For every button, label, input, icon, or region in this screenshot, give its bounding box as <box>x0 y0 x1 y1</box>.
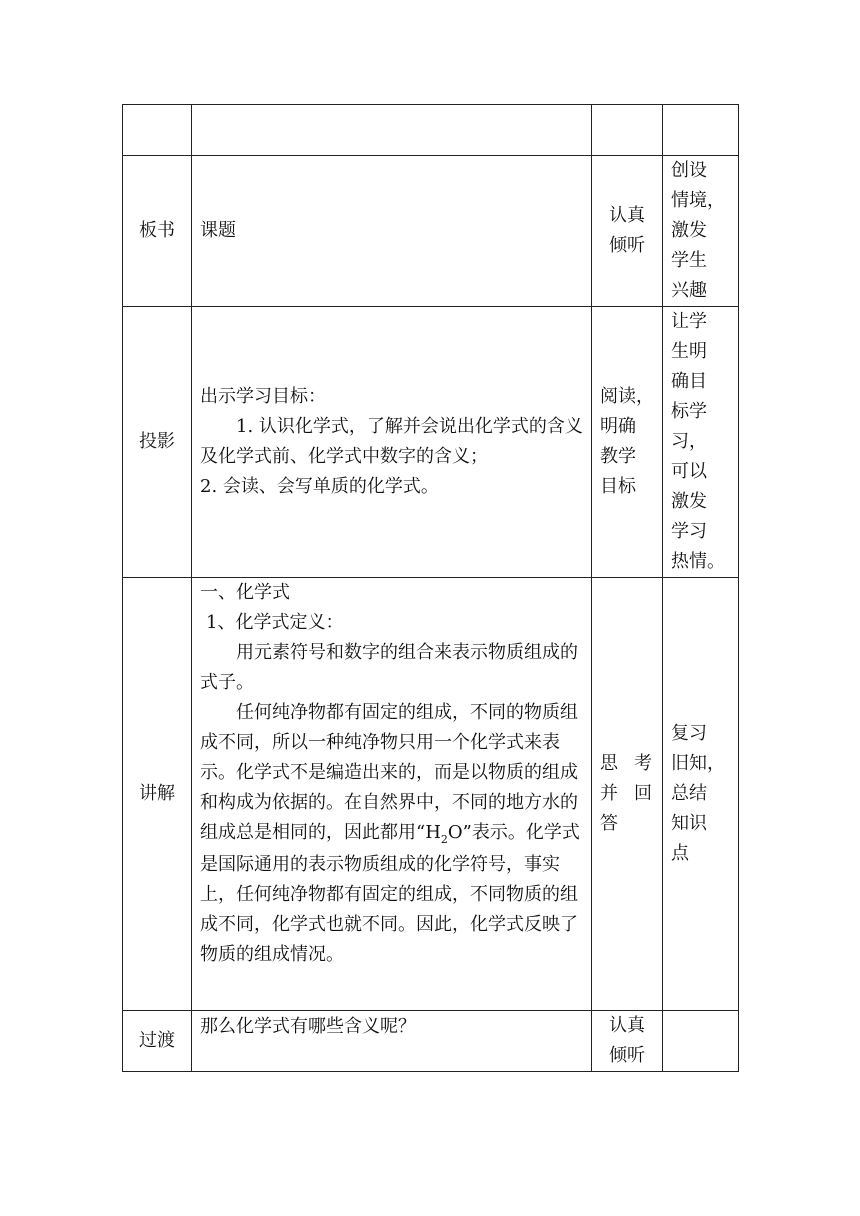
cell-empty-3 <box>592 105 663 156</box>
activity-char: 并 <box>600 783 618 804</box>
content-paragraph: 2. 会读、会写单质的化学式。 <box>200 476 439 497</box>
intent-cell <box>663 578 739 1011</box>
content-cell <box>192 307 592 578</box>
table-row-projection <box>123 307 739 578</box>
cell-empty-2 <box>192 105 592 156</box>
activity-line: 倾听 <box>609 235 645 256</box>
intent-cell <box>663 1011 739 1072</box>
formula-text: O” <box>447 822 472 843</box>
row-label <box>123 578 192 1011</box>
activity-char: 回 <box>634 783 652 804</box>
intent-line: 激发 <box>671 491 707 512</box>
intent-line: 学习 <box>671 521 707 542</box>
activity-line: 教学 <box>600 446 636 467</box>
intent-line: 兴趣 <box>671 280 707 301</box>
intent-line: 复习 <box>671 723 707 744</box>
content-text: 课题 <box>200 220 236 241</box>
activity-line: 明确 <box>600 416 636 437</box>
activity-cell <box>592 578 663 1011</box>
row-label-text: 板书 <box>139 220 175 241</box>
explanation-paragraph <box>200 698 585 970</box>
intent-line: 知识 <box>671 813 707 834</box>
content-cell <box>192 578 592 1011</box>
activity-line <box>600 779 658 809</box>
content-text: 那么化学式有哪些含义呢？ <box>200 1016 416 1037</box>
table-row-empty <box>123 105 739 156</box>
activity-cell <box>592 156 663 307</box>
activity-line: 目标 <box>600 476 636 497</box>
table-row-lecture <box>123 578 739 1011</box>
intent-line: 情境， <box>671 190 725 211</box>
formula-subscript: 2 <box>440 833 448 846</box>
cell-empty-4 <box>663 105 739 156</box>
explanation-text: 表示。化学式是国际通用的表示物质组成的化学符号，事实上，任何纯净物都有固定的组成，不同物质的组成不同，化学式也就不同。因此，化学式反映了物质的组成情况。 <box>200 822 580 965</box>
intent-cell <box>663 156 739 307</box>
row-label-text: 投影 <box>139 431 175 452</box>
activity-line: 认真 <box>609 205 645 226</box>
intent-line: 创设 <box>671 160 707 181</box>
activity-line: 阅读， <box>600 386 654 407</box>
lesson-plan-table <box>122 104 739 1072</box>
table-row-transition <box>123 1011 739 1072</box>
sub-heading: 1、化学式定义： <box>206 612 344 633</box>
activity-line: 倾听 <box>609 1045 645 1066</box>
explanation-text: 任何纯净物都有固定的组成，不同的物质组成不同，所以一种纯净物只用一个化学式来表示。化学式不是编造出来的，而是以物质的组成和构成为依据的。在自然界中，不同的地方水的组成总是相同的，因此都用 <box>200 702 578 843</box>
cell-empty-1 <box>123 105 192 156</box>
section-heading: 一、化学式 <box>200 582 290 603</box>
activity-line: 答 <box>600 813 618 834</box>
row-label <box>123 307 192 578</box>
content-cell <box>192 1011 592 1072</box>
intent-line: 点 <box>671 843 689 864</box>
intent-cell <box>663 307 739 578</box>
intent-line: 学生 <box>671 250 707 271</box>
intent-line: 让学 <box>671 311 707 332</box>
activity-cell <box>592 1011 663 1072</box>
intent-line: 标学 <box>671 401 707 422</box>
activity-cell <box>592 307 663 578</box>
formula-text: “H <box>416 822 441 843</box>
definition-paragraph: 用元素符号和数字的组合来表示物质组成的式子。 <box>200 642 578 693</box>
intent-line: 热情。 <box>671 551 725 572</box>
intent-line: 确目 <box>671 371 707 392</box>
intent-line: 激发 <box>671 220 707 241</box>
content-paragraph: 1. 认识化学式，了解并会说出化学式的含义及化学式前、化学式中数字的含义； <box>200 416 583 467</box>
activity-line <box>600 749 658 779</box>
intent-line: 可以 <box>671 461 707 482</box>
intent-line: 生明 <box>671 341 707 362</box>
content-title: 出示学习目标： <box>200 386 326 407</box>
activity-line: 认真 <box>609 1015 645 1036</box>
activity-char: 思 <box>600 753 618 774</box>
intent-line: 总结 <box>671 783 707 804</box>
table-row-blackboard <box>123 156 739 307</box>
intent-line: 习， <box>671 431 707 452</box>
content-cell <box>192 156 592 307</box>
row-label-text: 讲解 <box>139 783 175 804</box>
row-label-text: 过渡 <box>139 1030 175 1051</box>
activity-char: 考 <box>634 753 652 774</box>
row-label <box>123 1011 192 1072</box>
row-label <box>123 156 192 307</box>
intent-line: 旧知， <box>671 753 725 774</box>
